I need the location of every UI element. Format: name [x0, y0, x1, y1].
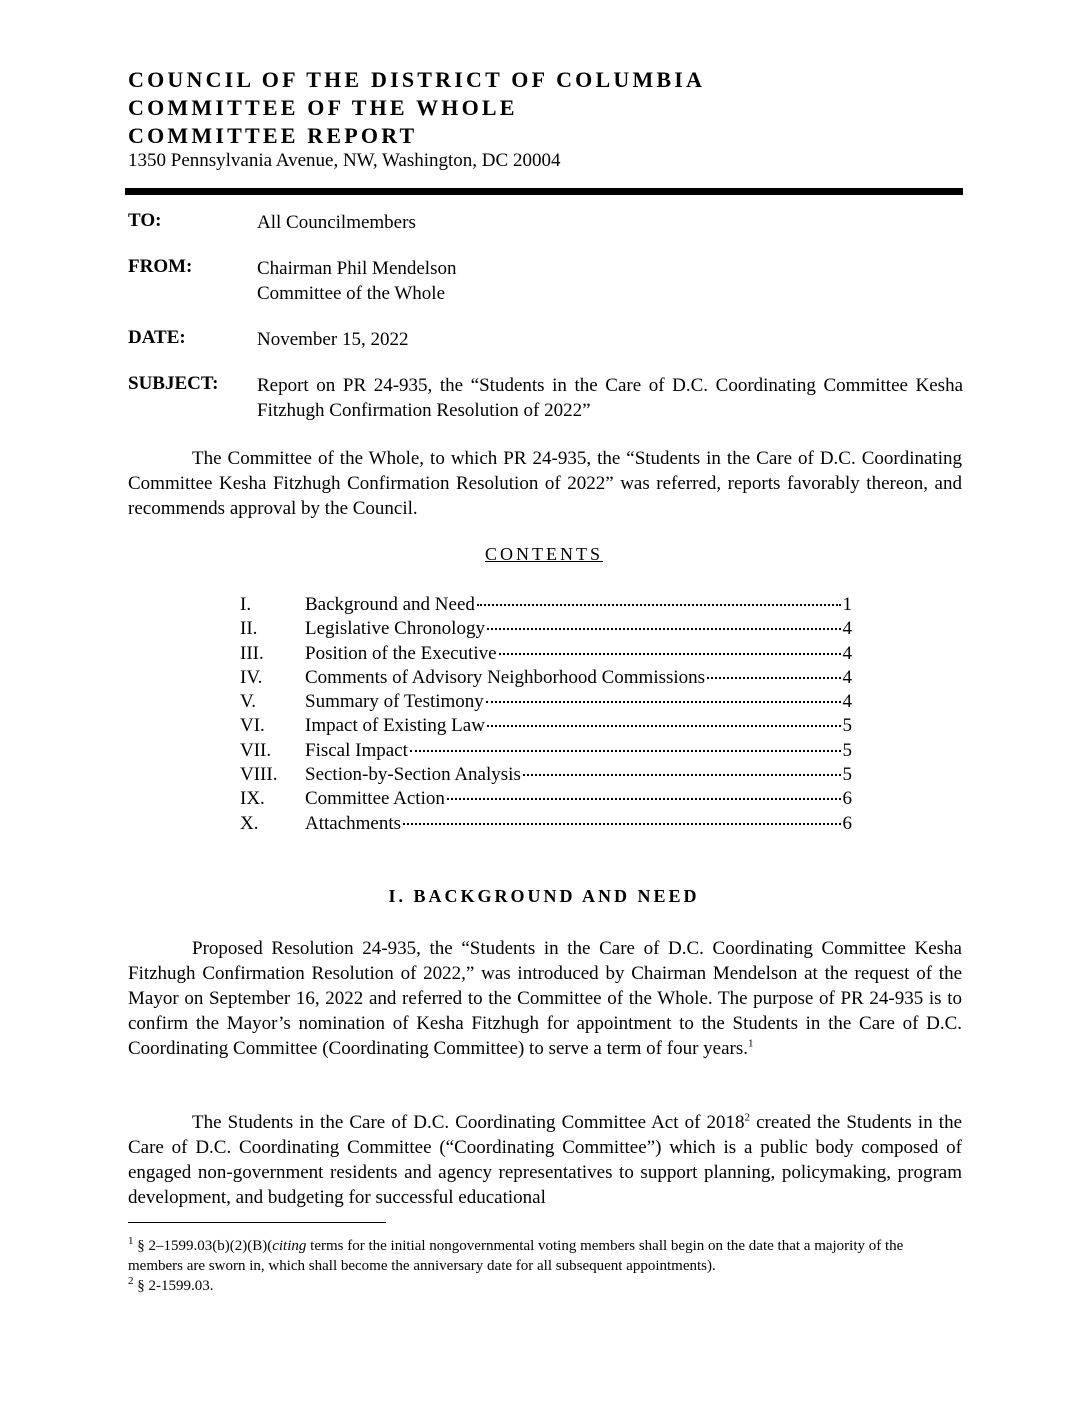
background-paragraph-2	[128, 1110, 962, 1210]
footnote-ref-1[interactable]: 1	[748, 1037, 754, 1050]
toc-row[interactable]	[240, 764, 852, 788]
toc-title: Position of the Executive	[305, 642, 497, 664]
toc-leader	[447, 798, 841, 800]
footnote-separator	[128, 1222, 386, 1223]
date-label: DATE:	[128, 327, 186, 348]
header-rule	[125, 188, 963, 195]
toc-page: 4	[842, 666, 852, 688]
toc-number: II.	[240, 618, 258, 640]
toc-page: 4	[842, 618, 852, 640]
toc-number: I.	[240, 594, 252, 615]
intro-paragraph: The Committee of the Whole, to which PR 24-935, the “Students in the Care of D.C. Coordinating Committee Kesha Fitzhugh Confirmation Resolution of 2022” was referred, reports favorably thereon, and recommends approval by the Council.	[128, 448, 962, 519]
toc-page: 5	[842, 764, 852, 786]
toc-number: X.	[240, 812, 259, 834]
toc-title: Comments of Advisory Neighborhood Commissions	[305, 666, 706, 688]
toc-title: Impact of Existing Law	[305, 715, 485, 737]
toc-page: 6	[842, 812, 852, 834]
toc-row[interactable]	[240, 594, 852, 618]
to-value: All Councilmembers	[257, 212, 416, 233]
toc-title: Legislative Chronology	[305, 618, 485, 640]
council-heading: COUNCIL OF THE DISTRICT OF COLUMBIA	[128, 67, 706, 92]
toc-number: IV.	[240, 666, 263, 688]
to-label: TO:	[128, 210, 162, 231]
toc-leader	[403, 823, 840, 825]
toc-row[interactable]	[240, 618, 852, 642]
toc-page: 1	[842, 594, 852, 615]
toc-page: 6	[842, 788, 852, 810]
footnote-1-citing: citing	[272, 1238, 307, 1254]
footnote-1-text-b: terms for the initial nongovernmental voting members shall begin on the date that a majority of the members are sworn in, which shall become the anniversary date for all subsequent appointments).	[128, 1238, 904, 1274]
footnote-ref-2[interactable]: 2	[744, 1111, 751, 1124]
toc-number: VIII.	[240, 764, 278, 786]
background-paragraph-2-text-b: created the Students in the Care of D.C. Coordinating Committee (“Coordinating Committee”) which is a public body composed of engaged non-government residents and agency representatives to support planning, policymaking, program development, and budgeting for successful educational	[128, 1112, 962, 1208]
toc-number: VII.	[240, 739, 272, 761]
table-of-contents	[240, 594, 852, 837]
toc-leader	[477, 604, 841, 606]
from-value-name: Chairman Phil Mendelson	[257, 258, 457, 279]
toc-leader	[487, 628, 841, 630]
toc-page: 4	[842, 642, 852, 664]
toc-row[interactable]	[240, 691, 852, 715]
toc-number: VI.	[240, 715, 265, 737]
subject-value: Report on PR 24-935, the “Students in the Care of D.C. Coordinating Committee Kesha Fitzhugh Confirmation Resolution of 2022”	[257, 375, 963, 421]
toc-row[interactable]	[240, 740, 852, 764]
toc-title: Background and Need	[305, 594, 475, 615]
toc-leader	[499, 653, 841, 655]
toc-number: V.	[240, 691, 257, 713]
toc-page: 4	[842, 691, 852, 713]
from-value-committee: Committee of the Whole	[257, 283, 446, 304]
section-heading: I. BACKGROUND AND NEED	[388, 886, 700, 906]
footnote-2	[128, 1276, 962, 1296]
toc-row[interactable]	[240, 643, 852, 667]
toc-number: III.	[240, 642, 264, 664]
background-paragraph-1	[128, 936, 962, 1061]
toc-page: 5	[842, 715, 852, 737]
footnote-1-text-a: § 2–1599.03(b)(2)(B)(	[133, 1238, 273, 1254]
toc-row[interactable]	[240, 667, 852, 691]
footnote-2-number: 2	[128, 1275, 134, 1287]
date-value: November 15, 2022	[257, 329, 409, 350]
toc-row[interactable]	[240, 715, 852, 739]
toc-title: Summary of Testimony	[305, 691, 484, 713]
toc-page: 5	[842, 739, 852, 761]
toc-title: Attachments	[305, 812, 402, 834]
contents-title: CONTENTS	[485, 544, 603, 564]
toc-leader	[410, 750, 841, 752]
toc-title: Section-by-Section Analysis	[305, 764, 521, 786]
footnote-2-text: § 2-1599.03.	[133, 1278, 214, 1294]
report-heading: COMMITTEE REPORT	[128, 123, 418, 148]
toc-leader	[707, 677, 840, 679]
background-paragraph-2-text-a: The Students in the Care of D.C. Coordinating Committee Act of 2018	[192, 1112, 745, 1133]
toc-title: Fiscal Impact	[305, 739, 408, 761]
council-address: 1350 Pennsylvania Avenue, NW, Washington, DC 20004	[128, 150, 561, 171]
committee-heading: COMMITTEE OF THE WHOLE	[128, 95, 518, 120]
toc-leader	[523, 774, 841, 776]
toc-number: IX.	[240, 788, 265, 810]
toc-title: Committee Action	[305, 788, 445, 810]
from-label: FROM:	[128, 256, 193, 277]
footnote-1-number: 1	[128, 1235, 134, 1247]
toc-leader	[486, 701, 841, 703]
footnote-1	[128, 1236, 962, 1276]
toc-row[interactable]	[240, 788, 852, 812]
subject-label: SUBJECT:	[128, 373, 219, 394]
toc-leader	[487, 725, 841, 727]
toc-row[interactable]	[240, 813, 852, 837]
background-paragraph-1-text: Proposed Resolution 24-935, the “Students in the Care of D.C. Coordinating Committee Kesha Fitzhugh Confirmation Resolution of 2022,” was introduced by Chairman Mendelson at the request of the Mayor on September 16, 2022 and referred to the Committee of the Whole. The purpose of PR 24-935 is to confirm the Mayor’s nomination of Kesha Fitzhugh for appointment to the Students in the Care of D.C. Coordinating Committee (Coordinating Committee) to serve a term of four years.	[128, 938, 962, 1059]
